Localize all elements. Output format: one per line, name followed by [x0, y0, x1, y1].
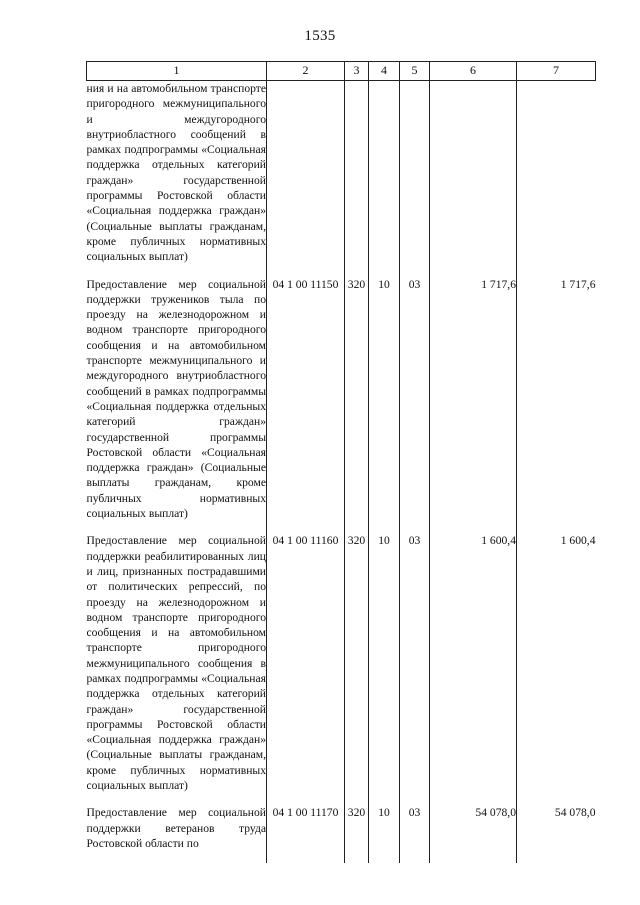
row-sum-1: 1 600,4	[430, 533, 517, 805]
row-csr-code	[267, 81, 345, 277]
row-csr-code: 04 1 00 11150	[267, 277, 345, 534]
row-csr-code: 04 1 00 11160	[267, 533, 345, 805]
table-row	[87, 81, 596, 277]
page-number: 1535	[304, 28, 336, 44]
row-rz-code: 10	[369, 277, 400, 534]
row-sum-1: 54 078,0	[430, 805, 517, 863]
row-vr-code	[345, 81, 369, 277]
column-header-7: 7	[517, 62, 596, 81]
row-pr-code: 03	[400, 277, 430, 534]
row-sum-2: 1 717,6	[560, 277, 596, 291]
row-rz-code: 10	[369, 533, 400, 805]
row-description: Предоставление мер социальной поддержки реабилитированных лиц и лиц, признанных пострадавшими от политических репрессий, по проезду на железнодорожном и водном транспорте пригородного сообщения и на автомобильном транспорте пригородного межмуниципального сообщения в рамках подпрограммы «Социальная поддержка отдельных категорий граждан» государственной программы Ростовской области «Социальная поддержка граждан» (Социальные выплаты гражданам, кроме публичных нормативных социальных выплат)	[87, 533, 267, 805]
row-sum-1	[430, 81, 517, 277]
column-header-3: 3	[345, 62, 369, 81]
row-description: Предоставление мер социальной поддержки тружеников тыла по проезду на железнодорожном и водном транспорте пригородного сообщения и на автомобильном транспорте межмуниципального и междугородного внутриобластного сообщений в рамках подпрограммы «Социальная поддержка отдельных категорий граждан» государственной программы Ростовской области «Социальная поддержка граждан» (Социальные выплаты гражданам, кроме публичных нормативных социальных выплат)	[87, 277, 267, 534]
column-header-6: 6	[430, 62, 517, 81]
table-row	[87, 277, 596, 534]
budget-table	[86, 61, 596, 863]
column-header-4: 4	[369, 62, 400, 81]
row-sum-2: 54 078,0	[554, 806, 596, 820]
row-csr-code: 04 1 00 11170	[267, 805, 345, 863]
row-pr-code: 03	[400, 533, 430, 805]
row-rz-code: 10	[369, 805, 400, 863]
row-vr-code: 320	[345, 533, 369, 805]
row-sum-2: 1 600,4	[560, 534, 596, 548]
row-rz-code	[369, 81, 400, 277]
row-pr-code: 03	[400, 805, 430, 863]
row-sum-2	[517, 81, 596, 277]
column-header-2: 2	[267, 62, 345, 81]
row-sum-1: 1 717,6	[430, 277, 517, 534]
row-vr-code: 320	[345, 805, 369, 863]
row-vr-code: 320	[345, 277, 369, 534]
row-description: Предоставление мер социальной поддержки ветеранов труда Ростовской области по	[87, 805, 267, 863]
column-header-1: 1	[87, 62, 267, 81]
column-number-header	[87, 62, 596, 81]
column-header-5: 5	[400, 62, 430, 81]
row-pr-code	[400, 81, 430, 277]
row-description: ния и на автомобильном транспорте пригородного межмуниципального и междугородного внутриобластного сообщений в рамках подпрограммы «Социальная поддержка отдельных категорий граждан» государственной программы Ростовской области «Социальная поддержка граждан» (Социальные выплаты гражданам, кроме публичных нормативных социальных выплат)	[87, 81, 267, 277]
table-row	[87, 533, 596, 805]
table-row	[87, 805, 596, 863]
